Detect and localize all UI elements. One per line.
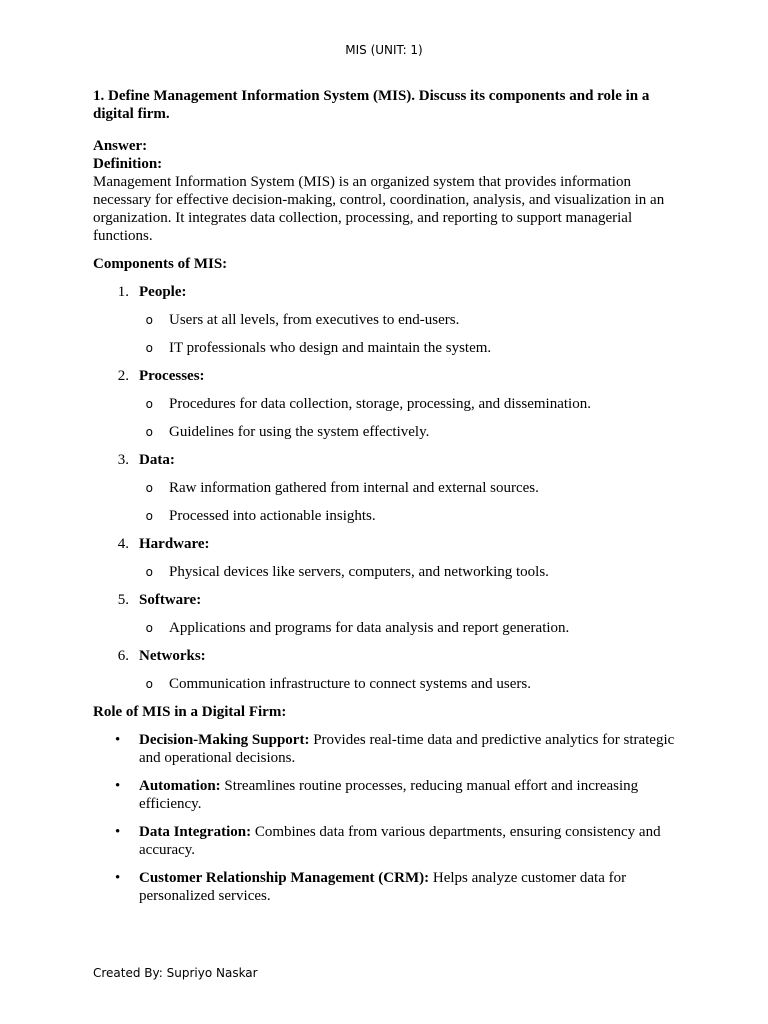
role-term: Automation: bbox=[139, 778, 221, 794]
bullet-icon: • bbox=[115, 732, 121, 748]
components-heading: Components of MIS: bbox=[93, 256, 228, 272]
role-description: Helps analyze customer data for personalized services. bbox=[139, 870, 627, 904]
sub-item-text: Guidelines for using the system effectively. bbox=[169, 424, 430, 440]
component-title: Networks: bbox=[139, 648, 206, 664]
role-item bbox=[93, 823, 679, 859]
role-term: Data Integration: bbox=[139, 824, 252, 840]
circle-bullet-icon: o bbox=[145, 621, 153, 635]
sub-item-text: Communication infrastructure to connect systems and users. bbox=[169, 676, 531, 692]
component-number: 2. bbox=[117, 368, 129, 384]
component-title: People: bbox=[139, 284, 187, 300]
component-title: Software: bbox=[139, 592, 202, 608]
role-description: Provides real-time data and predictive analytics for strategic and operational decisions. bbox=[139, 732, 675, 766]
component-item bbox=[93, 647, 679, 693]
role-item bbox=[93, 869, 679, 905]
page-footer: Created By: Supriyo Naskar bbox=[93, 966, 258, 980]
page-header: MIS (UNIT: 1) bbox=[345, 43, 423, 57]
sub-item bbox=[93, 311, 679, 329]
circle-bullet-icon: o bbox=[145, 677, 153, 691]
sub-item-text: Applications and programs for data analysis and report generation. bbox=[169, 620, 570, 636]
bullet-icon: • bbox=[115, 778, 121, 794]
role-text bbox=[139, 777, 679, 813]
role-item bbox=[93, 777, 679, 813]
circle-bullet-icon: o bbox=[145, 313, 153, 327]
role-term: Decision-Making Support: bbox=[139, 732, 310, 748]
component-number: 6. bbox=[117, 648, 129, 664]
definition-label: Definition: bbox=[93, 156, 163, 172]
component-sub-list bbox=[93, 563, 679, 581]
question-heading: 1. Define Management Information System (MIS). Discuss its components and role in a digital firm. bbox=[93, 88, 650, 122]
component-title-row bbox=[93, 283, 679, 301]
component-title: Hardware: bbox=[139, 536, 210, 552]
definition-text: Management Information System (MIS) is an organized system that provides information necessary for effective decision-making, control, coordination, analysis, and visualization in an organization. It integrates data collection, processing, and reporting to support managerial functions. bbox=[93, 174, 665, 244]
circle-bullet-icon: o bbox=[145, 341, 153, 355]
component-sub-list bbox=[93, 675, 679, 693]
component-title-row bbox=[93, 451, 679, 469]
role-text bbox=[139, 869, 679, 905]
sub-item-text: Raw information gathered from internal and external sources. bbox=[169, 480, 539, 496]
sub-item-text: Physical devices like servers, computers, and networking tools. bbox=[169, 564, 549, 580]
component-sub-list bbox=[93, 479, 679, 525]
bullet-icon: • bbox=[115, 870, 121, 886]
circle-bullet-icon: o bbox=[145, 481, 153, 495]
component-title: Processes: bbox=[139, 368, 205, 384]
role-heading: Role of MIS in a Digital Firm: bbox=[93, 704, 287, 720]
component-number: 1. bbox=[117, 284, 129, 300]
component-item bbox=[93, 283, 679, 357]
answer-label: Answer: bbox=[93, 138, 148, 154]
role-text bbox=[139, 731, 679, 767]
component-number: 3. bbox=[117, 452, 129, 468]
sub-item-text: Users at all levels, from executives to end-users. bbox=[169, 312, 460, 328]
component-title-row bbox=[93, 591, 679, 609]
bullet-icon: • bbox=[115, 824, 121, 840]
component-sub-list bbox=[93, 395, 679, 441]
sub-item bbox=[93, 395, 679, 413]
sub-item bbox=[93, 423, 679, 441]
role-item bbox=[93, 731, 679, 767]
sub-item-text: IT professionals who design and maintain the system. bbox=[169, 340, 492, 356]
component-item bbox=[93, 535, 679, 581]
sub-item bbox=[93, 479, 679, 497]
role-text bbox=[139, 823, 679, 859]
component-title-row bbox=[93, 367, 679, 385]
component-number: 5. bbox=[117, 592, 129, 608]
components-list bbox=[93, 283, 679, 693]
component-title-row bbox=[93, 647, 679, 665]
circle-bullet-icon: o bbox=[145, 425, 153, 439]
role-description: Streamlines routine processes, reducing manual effort and increasing efficiency. bbox=[139, 778, 639, 812]
component-title: Data: bbox=[139, 452, 175, 468]
component-title-row bbox=[93, 535, 679, 553]
sub-item bbox=[93, 675, 679, 693]
component-number: 4. bbox=[117, 536, 129, 552]
component-item bbox=[93, 367, 679, 441]
role-description: Combines data from various departments, ensuring consistency and accuracy. bbox=[139, 824, 661, 858]
sub-item-text: Processed into actionable insights. bbox=[169, 508, 376, 524]
component-item bbox=[93, 591, 679, 637]
component-item bbox=[93, 451, 679, 525]
circle-bullet-icon: o bbox=[145, 565, 153, 579]
role-list bbox=[93, 731, 679, 905]
circle-bullet-icon: o bbox=[145, 509, 153, 523]
component-sub-list bbox=[93, 619, 679, 637]
circle-bullet-icon: o bbox=[145, 397, 153, 411]
sub-item bbox=[93, 563, 679, 581]
sub-item bbox=[93, 507, 679, 525]
sub-item bbox=[93, 619, 679, 637]
sub-item bbox=[93, 339, 679, 357]
document-body bbox=[93, 87, 679, 915]
component-sub-list bbox=[93, 311, 679, 357]
role-term: Customer Relationship Management (CRM): bbox=[139, 870, 430, 886]
sub-item-text: Procedures for data collection, storage, processing, and dissemination. bbox=[169, 396, 591, 412]
